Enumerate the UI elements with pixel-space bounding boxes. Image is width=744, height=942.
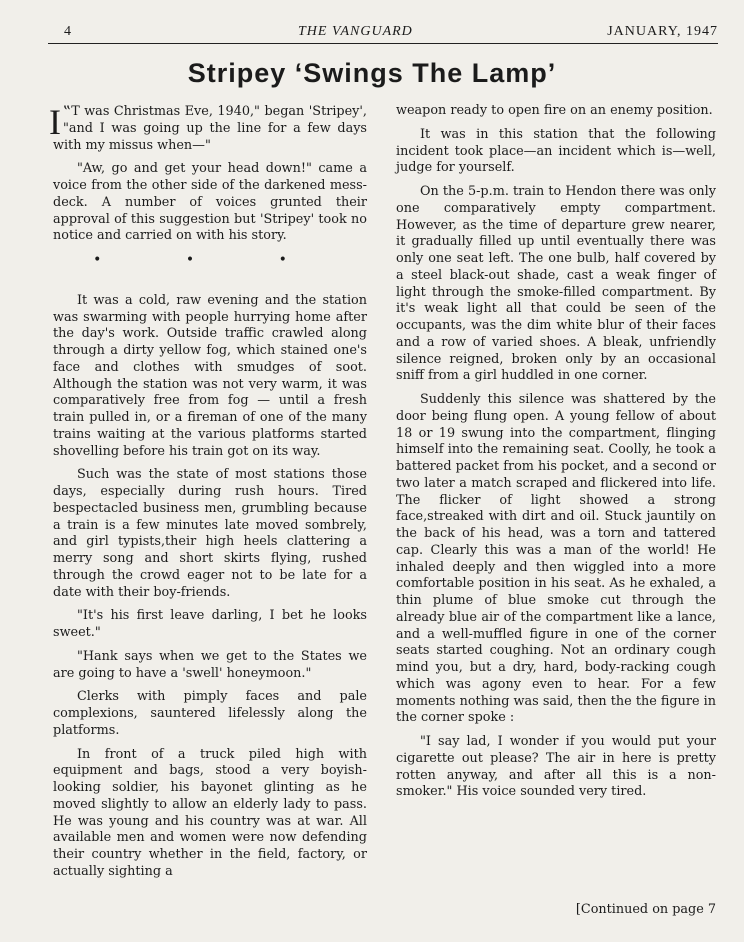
opening-quote-mark: ‟ (63, 102, 72, 121)
section-separator: • • • (93, 252, 327, 268)
publication-name: THE VANGUARD (298, 24, 413, 39)
paragraph: "I say lad, I wonder if you would put your cigarette out please? The air in here is pretty rotten anyway, and after all this is a non-smoker." His voice sounded very tired. (396, 734, 716, 800)
paragraph: "Aw, go and get your head down!" came a voice from the other side of the darkened mess-deck. A number of voices grunted their approval of this suggestion but 'Stripey' took no notice and carried on with his story. (53, 161, 367, 244)
paragraph: It was a cold, raw evening and the station was swarming with people hurrying home after the day's work. Outside traffic crawled along through a dirty yellow fog, which stained one's face and clothes with smudges of soot. Although the station was not very warm, it was comparatively free from fog — until a fresh train pulled in, or a fireman of one of the many trains waiting at the various platforms started shovelling before his train got on its way. (53, 292, 367, 459)
opening-text: T was Christmas Eve, 1940," began 'Stripey', "and I was going up the line for a few days with my missus when—" (53, 104, 367, 153)
paragraph: weapon ready to open fire on an enemy position. (396, 103, 713, 118)
issue-date: JANUARY, 1947 (607, 24, 718, 39)
paragraph: Suddenly this silence was shattered by the door being flung open. A young fellow of about 18 or 19 swung into the compartment, flinging himself into the remaining seat. Coolly, he took a battered packet from his pocket, and a second or two later a match scraped and flickered into life. The flicker of light showed a strong face,streaked with dirt and oil. Stuck jauntily on the back of his head, was a torn and tattered cap. Clearly this was a man of the world! He inhaled deeply and then wiggled into a more comfortable position in his seat. As he exhaled, a thin plume of blue smoke cut through the already blue air of the compartment like a lance, and a well-muffled figure in one of the corner seats started coughing. Not an ordinary cough mind you, but a dry, hard, body-racking cough which was agony even to hear. For a few moments nothing was said, then the the figure in the corner spoke : (396, 392, 716, 726)
paragraph: Such was the state of most stations those days, especially during rush hours. Tired bespectacled business men, grumbling because a train is a few minutes late moved sombrely, and girl typists,their high heels clattering a merry song and short skirts flying, rushed through the crowd eager not to be late for a date with their boy-friends. (53, 467, 367, 600)
header-rule (48, 43, 718, 44)
paragraph: It was in this station that the following incident took place—an incident which is—well, judge for yourself. (396, 126, 716, 176)
paragraph: On the 5-p.m. train to Hendon there was only one comparatively empty compartment. However, as the time of departure grew nearer, it gradually filled up until eventually there was only one seat left. The one bulb, half covered by a steel black-out shade, cast a weak finger of light through the smoke-filled compartment. By it's weak light all that could be seen of the occupants, was the dim white blur of their faces and a row of varied shoes. A bleak, unfriendly silence reigned, broken only by an occasional sniff from a girl huddled in one corner. (396, 184, 716, 384)
article-title: Stripey ‘Swings The Lamp’ (187, 58, 557, 88)
left-column (49, 102, 367, 888)
continued-note: [Continued on page 7 (575, 902, 716, 917)
page-number: 4 (64, 24, 72, 39)
running-header (48, 20, 718, 44)
paragraph: Clerks with pimply faces and pale complexions, sauntered lifelessly along the platforms. (53, 689, 367, 738)
right-column (396, 103, 716, 808)
opening-paragraph (49, 102, 367, 154)
paragraph: "Hank says when we get to the States we are going to have a 'swell' honeymoon." (53, 648, 367, 681)
paragraph: "It's his first leave darling, I bet he looks sweet." (53, 608, 367, 640)
drop-cap: I (49, 102, 61, 142)
paragraph: In front of a truck piled high with equipment and bags, stood a very boyish-looking soldier, his bayonet glinting as he moved slightly to allow an elderly lady to pass. He was young and his country was at war. All available men and women were now defending their country whether in the field, factory, or actually sighting a (53, 746, 367, 879)
